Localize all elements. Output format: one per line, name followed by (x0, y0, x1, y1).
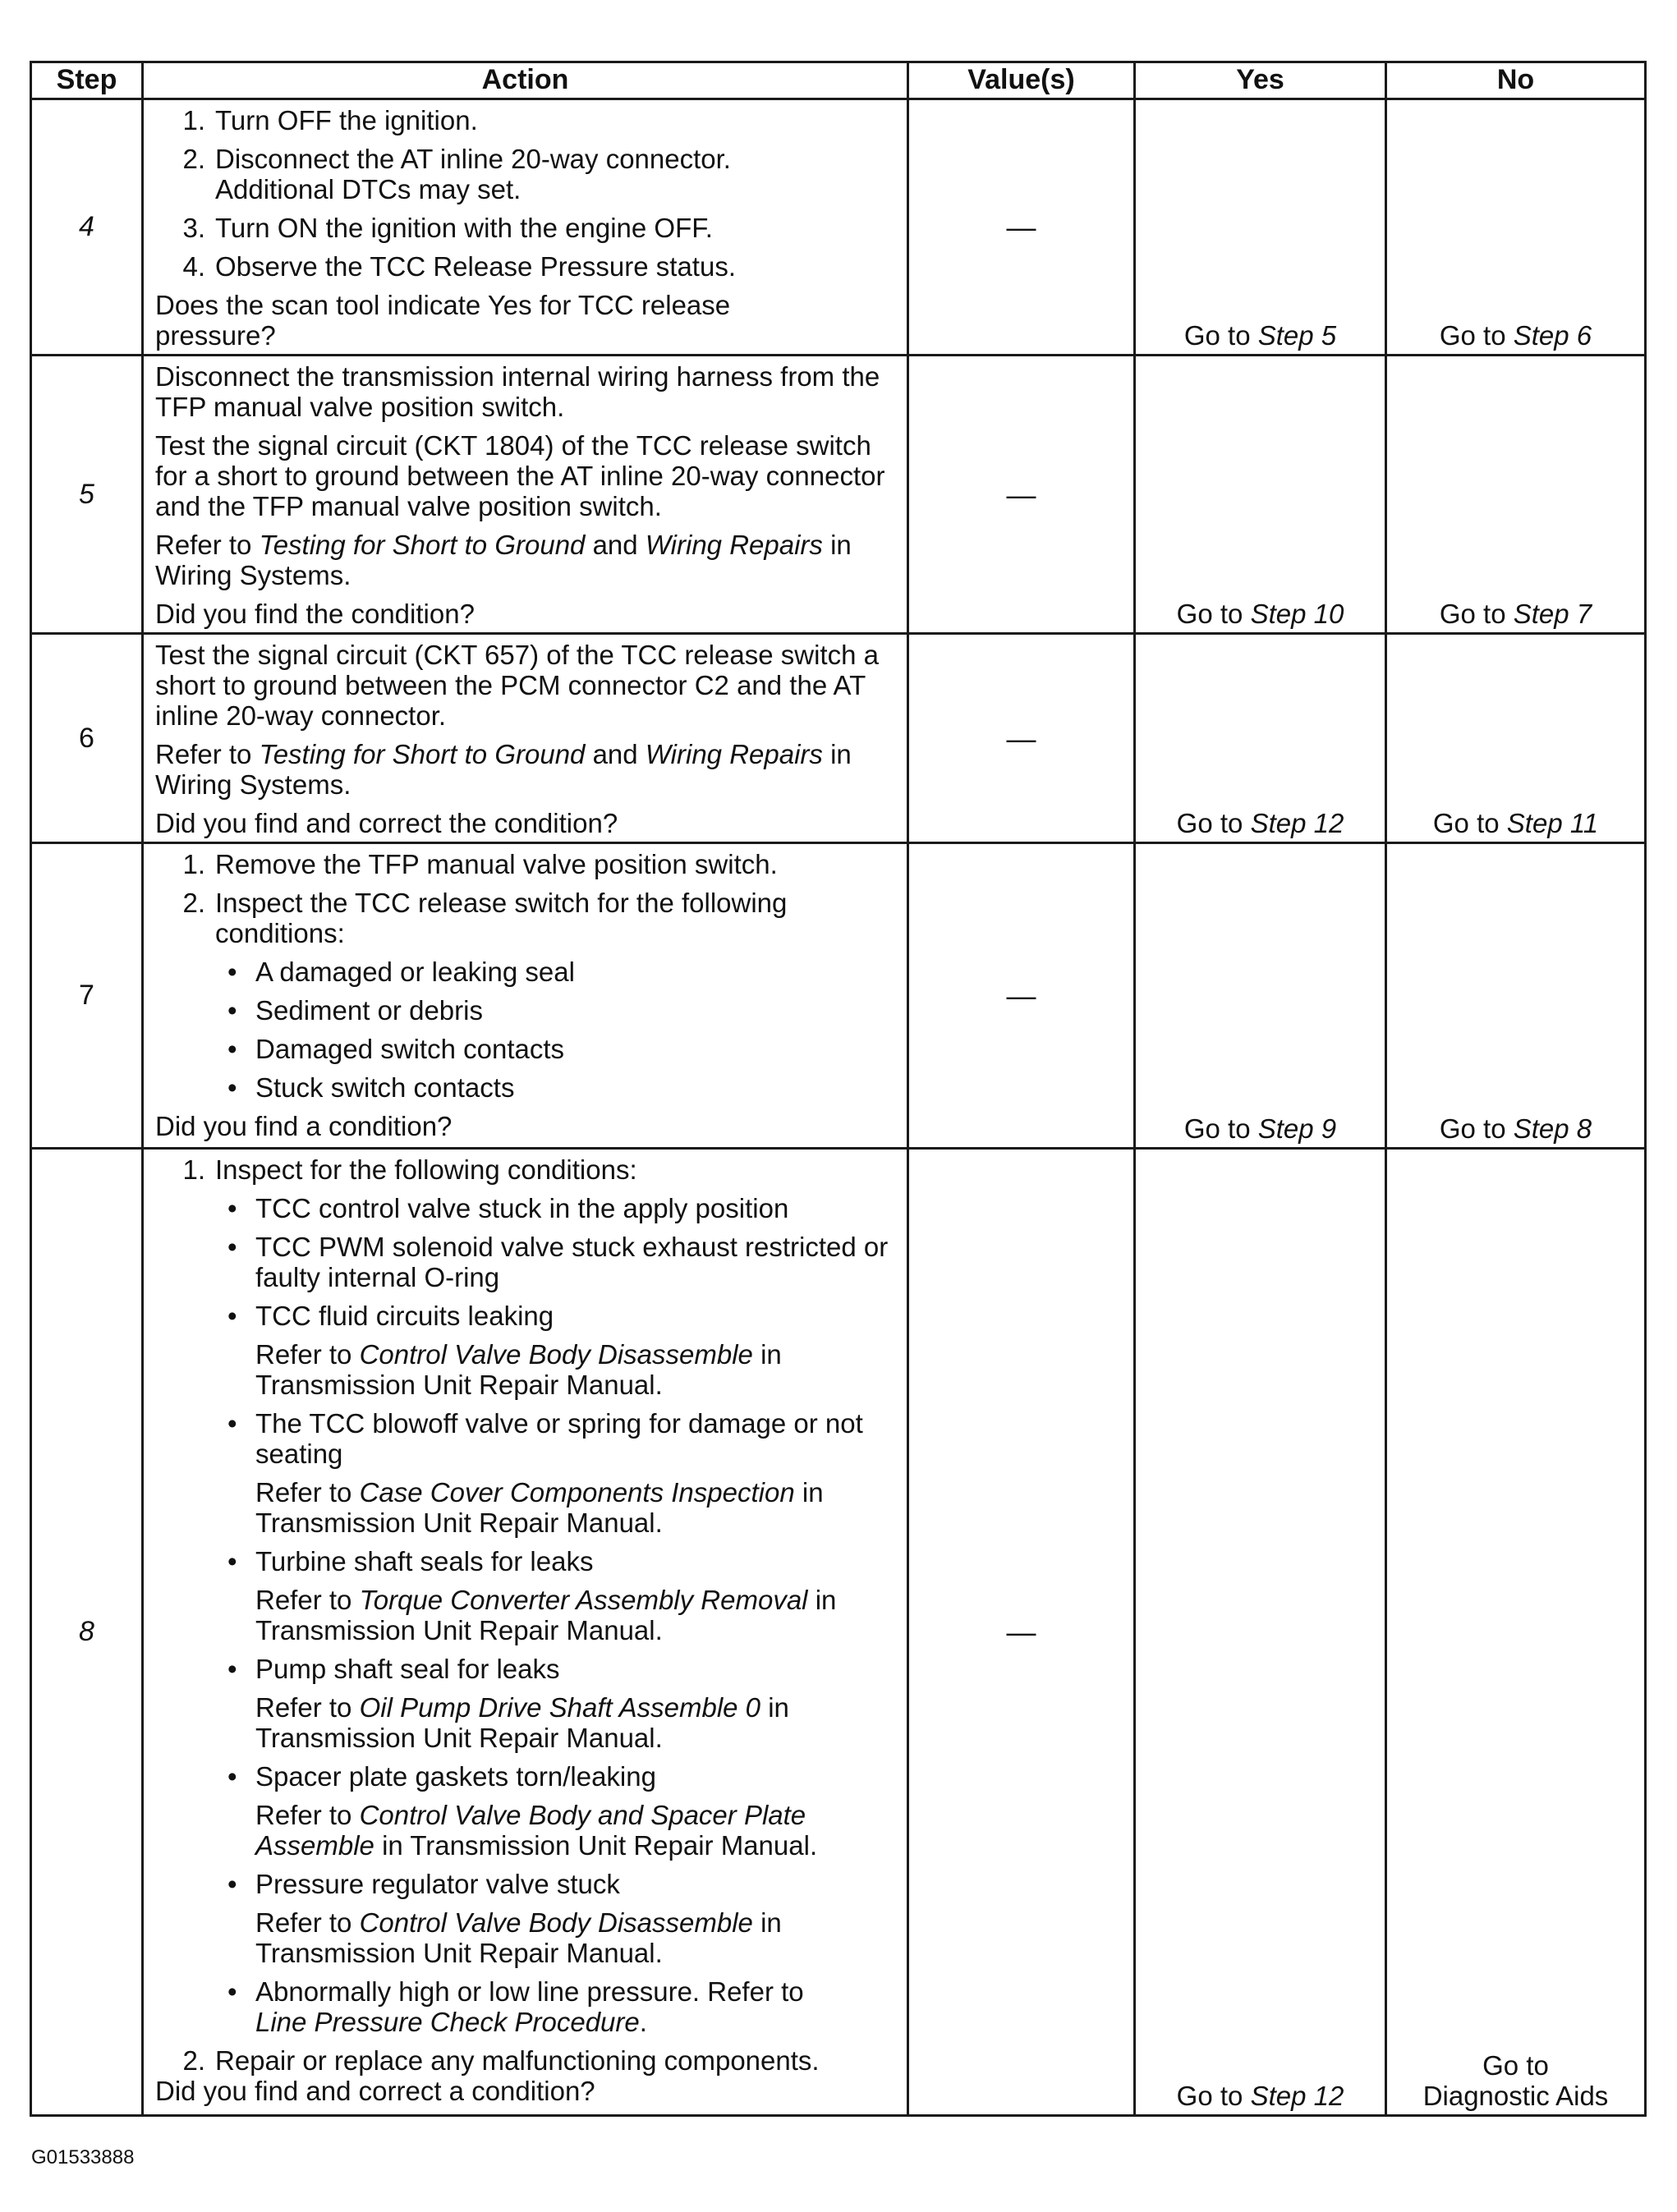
list-item: • Stuck switch contacts (227, 1072, 515, 1103)
table-row (31, 356, 1646, 634)
list-item: • A damaged or leaking seal (227, 957, 575, 987)
value-cell: — (908, 1149, 1135, 2116)
header-yes: Yes (1135, 62, 1386, 99)
value-cell: — (908, 99, 1135, 356)
value-cell: — (908, 843, 1135, 1149)
list-item: • TCC fluid circuits leaking (227, 1301, 554, 1331)
yes-cell: Go to Step 12 (1135, 634, 1386, 843)
step-question: Did you find and correct the condition? (155, 808, 618, 838)
step-question: Did you find and correct a condition? (155, 2076, 595, 2106)
value-cell: — (908, 356, 1135, 634)
list-item: • Damaged switch contacts (227, 1034, 565, 1064)
step-number: 7 (31, 843, 143, 1149)
list-item: 1. Turn OFF the ignition. (182, 105, 478, 135)
no-cell: Go to Step 7 (1386, 356, 1646, 634)
list-item: 1. Inspect for the following conditions: (182, 1154, 637, 1185)
yes-cell: Go to Step 5 (1135, 99, 1386, 356)
yes-cell: Go to Step 10 (1135, 356, 1386, 634)
list-item: • Sediment or debris (227, 995, 483, 1026)
yes-cell: Go to Step 12 (1135, 1149, 1386, 2116)
table-row (31, 634, 1646, 843)
list-item: • Turbine shaft seals for leaks (227, 1546, 594, 1576)
no-cell: Go to Step 11 (1386, 634, 1646, 843)
step-question: Does the scan tool indicate Yes for TCC release pressure? (155, 290, 731, 351)
list-item: • Abnormally high or low line pressure. Refer to Line Pressure Check Procedure. (227, 1976, 804, 2037)
action-cell (143, 843, 908, 1149)
list-item: • Pressure regulator valve stuck (227, 1869, 620, 1899)
step-number: 5 (31, 356, 143, 634)
action-cell: Disconnect the transmission internal wiring harness from the TFP manual valve position switch. Test the signal circuit (CKT 1804) of the TCC release switch for a short to ground between the AT inline 20-way connector and the TFP manual valve position switch. Refer to Testing for Short to Ground and Wiring Repairs in Wiring Systems. Did you find the condition? (143, 356, 908, 634)
table-row (31, 843, 1646, 1149)
action-cell: Test the signal circuit (CKT 657) of the TCC release switch a short to ground between the PCM connector C2 and the AT inline 20-way connector. Refer to Testing for Short to Ground and Wiring Repairs in Wiring Systems. Did you find and correct the condition? (143, 634, 908, 843)
step-number: 4 (31, 99, 143, 356)
list-item: 2. Repair or replace any malfunctioning components. (182, 2045, 820, 2076)
header-values: Value(s) (908, 62, 1135, 99)
list-item: • The TCC blowoff valve or spring for damage or not seating (227, 1408, 863, 1469)
list-item: 2. Inspect the TCC release switch for the following conditions: (182, 888, 788, 948)
header-no: No (1386, 62, 1646, 99)
step-number: 6 (31, 634, 143, 843)
no-cell: Go to Step 6 (1386, 99, 1646, 356)
header-action: Action (143, 62, 908, 99)
list-item: 1. Remove the TFP manual valve position switch. (182, 849, 778, 879)
action-cell (143, 99, 908, 356)
list-item: 2. Disconnect the AT inline 20-way connector. Additional DTCs may set. (182, 144, 731, 204)
step-number: 8 (31, 1149, 143, 2116)
list-item: 4. Observe the TCC Release Pressure status. (182, 251, 736, 282)
list-item: 3. Turn ON the ignition with the engine OFF. (182, 213, 713, 243)
list-item: • TCC PWM solenoid valve stuck exhaust restricted or faulty internal O-ring (227, 1232, 889, 1292)
action-cell: 1. Inspect for the following conditions: • TCC control valve stuck in the apply position • TCC PWM solenoid valve stuck exhaust restricted or faulty internal O-ring • TCC fluid circuits leaking Refer to Control Valve Body Disassemble in Transmission Unit Repair Manual. • The TCC blowoff valve or spring for damage or not seating Refer to Case Cover Components Inspection in Transmission Unit Repair Manual. • Turbine shaft seals for leaks Refer to Torque Converter Assembly Removal in Transmission Unit Repair Manual. • Pump shaft seal for leaks Refer to Oil Pump Drive Shaft Assemble 0 in Transmission Unit Repair Manual. • Spacer plate gaskets torn/leaking Refer to Control Valve Body and Spacer Plate Assemble in Transmission Unit Repair Manual. • Pressure regulator valve stuck Refer to Control Valve Body Disassemble in Transmission Unit Repair Manual. • Abnormally high or low line pressure. Refer to Line Pressure Check Procedure. 2. Repair or replace any malfunctioning components. Did you find and correct a condition? (143, 1149, 908, 2116)
table-row (31, 1149, 1646, 2116)
no-cell: Go to Diagnostic Aids (1386, 1149, 1646, 2116)
yes-cell: Go to Step 9 (1135, 843, 1386, 1149)
step-question: Did you find the condition? (155, 599, 475, 629)
step-question: Did you find a condition? (155, 1111, 453, 1141)
value-cell: — (908, 634, 1135, 843)
table-header-row (31, 62, 1646, 99)
list-item: • TCC control valve stuck in the apply position (227, 1193, 789, 1223)
list-item: • Spacer plate gaskets torn/leaking (227, 1761, 656, 1792)
header-step: Step (31, 62, 143, 99)
diagnostic-table (30, 61, 1647, 2117)
list-item: • Pump shaft seal for leaks (227, 1654, 560, 1684)
table-row (31, 99, 1646, 356)
figure-id: G01533888 (31, 2146, 135, 2168)
no-cell: Go to Step 8 (1386, 843, 1646, 1149)
